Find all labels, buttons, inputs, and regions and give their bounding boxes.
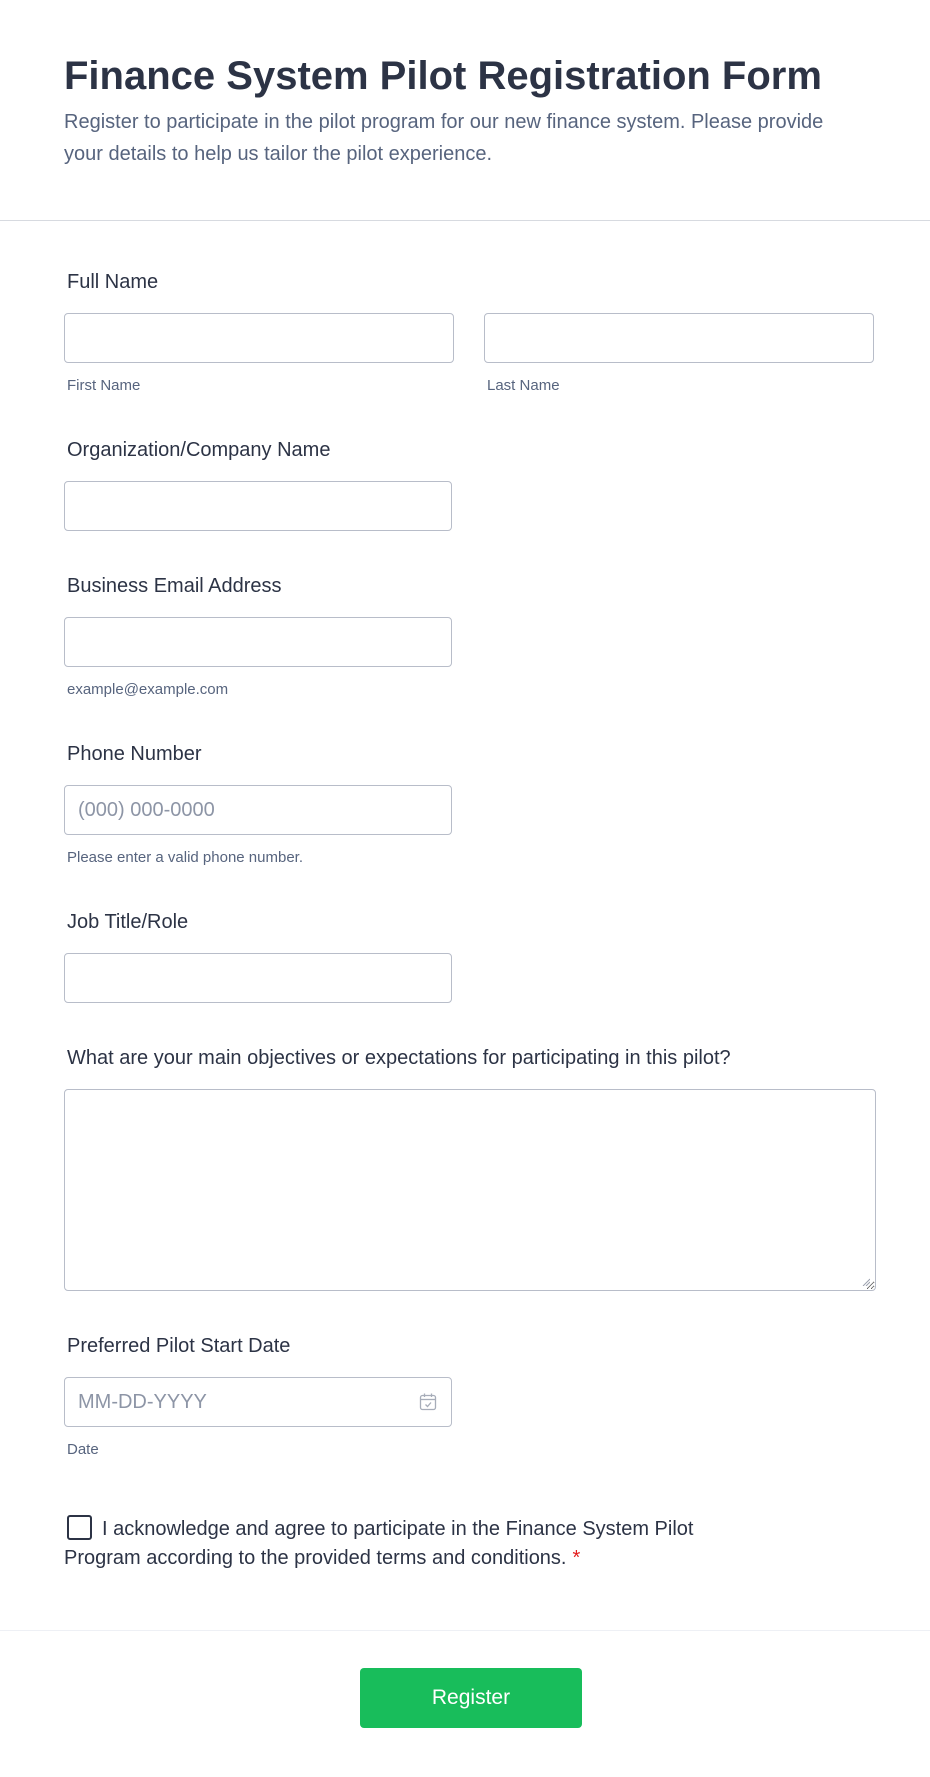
email-input[interactable] (64, 617, 452, 667)
calendar-icon[interactable] (418, 1392, 438, 1412)
page-title: Finance System Pilot Registration Form (64, 54, 822, 98)
start-date-input[interactable] (64, 1377, 452, 1427)
phone-sublabel: Please enter a valid phone number. (67, 849, 303, 866)
objectives-label: What are your main objectives or expectations for participating in this pilot? (67, 1047, 731, 1069)
first-name-input[interactable] (64, 313, 454, 363)
job-title-field (64, 910, 454, 1003)
phone-field (64, 742, 454, 867)
job-title-input[interactable] (64, 953, 452, 1003)
form-footer (0, 1630, 930, 1777)
first-name-sublabel: First Name (67, 377, 141, 394)
phone-label: Phone Number (67, 743, 202, 765)
register-button[interactable]: Register (360, 1668, 582, 1728)
full-name-label: Full Name (67, 271, 159, 293)
page-subtitle: Register to participate in the pilot program for our new finance system. Please provide your details to help us tailor the pilot experience. (64, 111, 824, 165)
start-date-sublabel: Date (67, 1441, 99, 1458)
start-date-label: Preferred Pilot Start Date (67, 1335, 291, 1357)
objectives-textarea[interactable] (64, 1089, 876, 1291)
email-field (64, 574, 454, 699)
agreement-text: I acknowledge and agree to participate in the Finance System Pilot Program according to the provided terms and conditions. (64, 1518, 694, 1569)
last-name-input[interactable] (484, 313, 874, 363)
organization-field (64, 438, 454, 531)
date-picker (64, 1377, 452, 1427)
agreement-checkbox[interactable] (67, 1515, 92, 1540)
last-name-sublabel: Last Name (487, 377, 560, 394)
required-marker: * (572, 1547, 581, 1569)
job-title-label: Job Title/Role (67, 911, 189, 933)
form-header (0, 0, 930, 221)
start-date-field (64, 1334, 454, 1459)
organization-input[interactable] (64, 481, 452, 531)
full-name-field (64, 270, 874, 395)
email-label: Business Email Address (67, 575, 282, 597)
agreement-row (64, 1515, 764, 1573)
phone-input[interactable] (64, 785, 452, 835)
email-sublabel: example@example.com (67, 681, 229, 698)
organization-label: Organization/Company Name (67, 439, 331, 461)
resize-grip-icon[interactable] (862, 1278, 870, 1286)
objectives-field (64, 1046, 876, 1291)
